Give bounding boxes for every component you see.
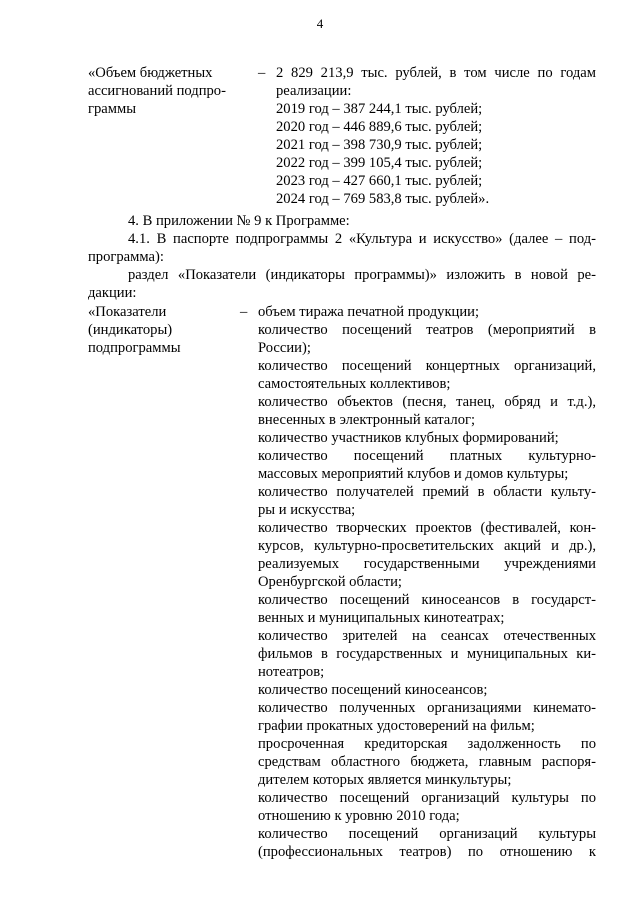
indicator-line: количество посещений платных культурно- — [258, 448, 596, 464]
budget-year-line: 2024 год – 769 583,8 тыс. рублей». — [276, 191, 490, 207]
budget-value-line: 2 829 213,9 тыс. рублей, в том числе по годам — [276, 65, 596, 81]
indicator-line: количество зрителей на сеансах отечественных — [258, 628, 596, 644]
indicator-line: венных и муниципальных кинотеатрах; — [258, 610, 505, 626]
indicator-line: количество творческих проектов (фестивалей, кон- — [258, 520, 596, 536]
indicator-line: Оренбургской области; — [258, 574, 402, 590]
indicator-line: количество посещений театров (мероприятий в — [258, 322, 596, 338]
paragraph-section: раздел «Показатели (индикаторы программы)» изложить в новой ре- — [128, 267, 596, 283]
indicator-line: дителем которых является минкультуры; — [258, 772, 512, 788]
indicator-line: количество объектов (песня, танец, обряд и т.д.), — [258, 394, 596, 410]
budget-label-line: ассигнований подпро- — [88, 83, 226, 99]
indicator-line: самостоятельных коллективов; — [258, 376, 451, 392]
indicator-line: просроченная кредиторская задолженность по — [258, 736, 596, 752]
budget-year-line: 2019 год – 387 244,1 тыс. рублей; — [276, 101, 483, 117]
budget-year-line: 2021 год – 398 730,9 тыс. рублей; — [276, 137, 483, 153]
indicator-line: реализуемых государственными учреждениями — [258, 556, 596, 572]
indicators-dash: – — [240, 304, 248, 320]
budget-year-line: 2022 год – 399 105,4 тыс. рублей; — [276, 155, 483, 171]
indicator-line: России); — [258, 340, 311, 356]
budget-year-line: 2023 год – 427 660,1 тыс. рублей; — [276, 173, 483, 189]
paragraph-appendix: 4. В приложении № 9 к Программе: — [128, 213, 350, 229]
indicator-line: фильмов в государственных и муниципальных ки- — [258, 646, 596, 662]
budget-dash: – — [258, 65, 266, 81]
indicators-label-line: подпрограммы — [88, 340, 181, 356]
indicator-line: внесенных в электронный каталог; — [258, 412, 476, 428]
budget-label-line: граммы — [88, 101, 137, 117]
indicator-line: отношению к уровню 2010 года; — [258, 808, 460, 824]
indicator-line: количество посещений киносеансов; — [258, 682, 488, 698]
budget-value-line: реализации: — [276, 83, 352, 99]
paragraph-section-cont: дакции: — [88, 285, 137, 301]
paragraph-passport-cont: программа): — [88, 249, 164, 265]
budget-year-line: 2020 год – 446 889,6 тыс. рублей; — [276, 119, 483, 135]
budget-label-line: «Объем бюджетных — [88, 65, 213, 81]
page-number: 4 — [316, 16, 324, 31]
indicator-line: количество посещений организаций культуры — [258, 826, 596, 842]
indicator-line: количество участников клубных формирований; — [258, 430, 559, 446]
indicator-line: количество полученных организациями кинемато- — [258, 700, 596, 716]
indicator-line: объем тиража печатной продукции; — [258, 304, 480, 320]
indicator-line: количество посещений концертных организаций, — [258, 358, 596, 374]
paragraph-passport: 4.1. В паспорте подпрограммы 2 «Культура и искусство» (далее – под- — [128, 231, 596, 247]
indicator-line: ры и искусства; — [258, 502, 356, 518]
indicator-line: нотеатров; — [258, 664, 325, 680]
indicator-line: курсов, культурно-просветительских акций и др.), — [258, 538, 596, 554]
indicator-line: количество получателей премий в области культу- — [258, 484, 596, 500]
indicator-line: (профессиональных театров) по отношению к — [258, 844, 596, 860]
indicator-line: массовых мероприятий клубов и домов культуры; — [258, 466, 569, 482]
indicators-label-line: (индикаторы) — [88, 322, 173, 338]
indicator-line: средствам областного бюджета, главным распоря- — [258, 754, 596, 770]
indicator-line: количество посещений организаций культуры по — [258, 790, 596, 806]
indicator-line: количество посещений киносеансов в государст- — [258, 592, 596, 608]
indicator-line: графии прокатных удостоверений на фильм; — [258, 718, 535, 734]
indicators-label-line: «Показатели — [88, 304, 167, 320]
